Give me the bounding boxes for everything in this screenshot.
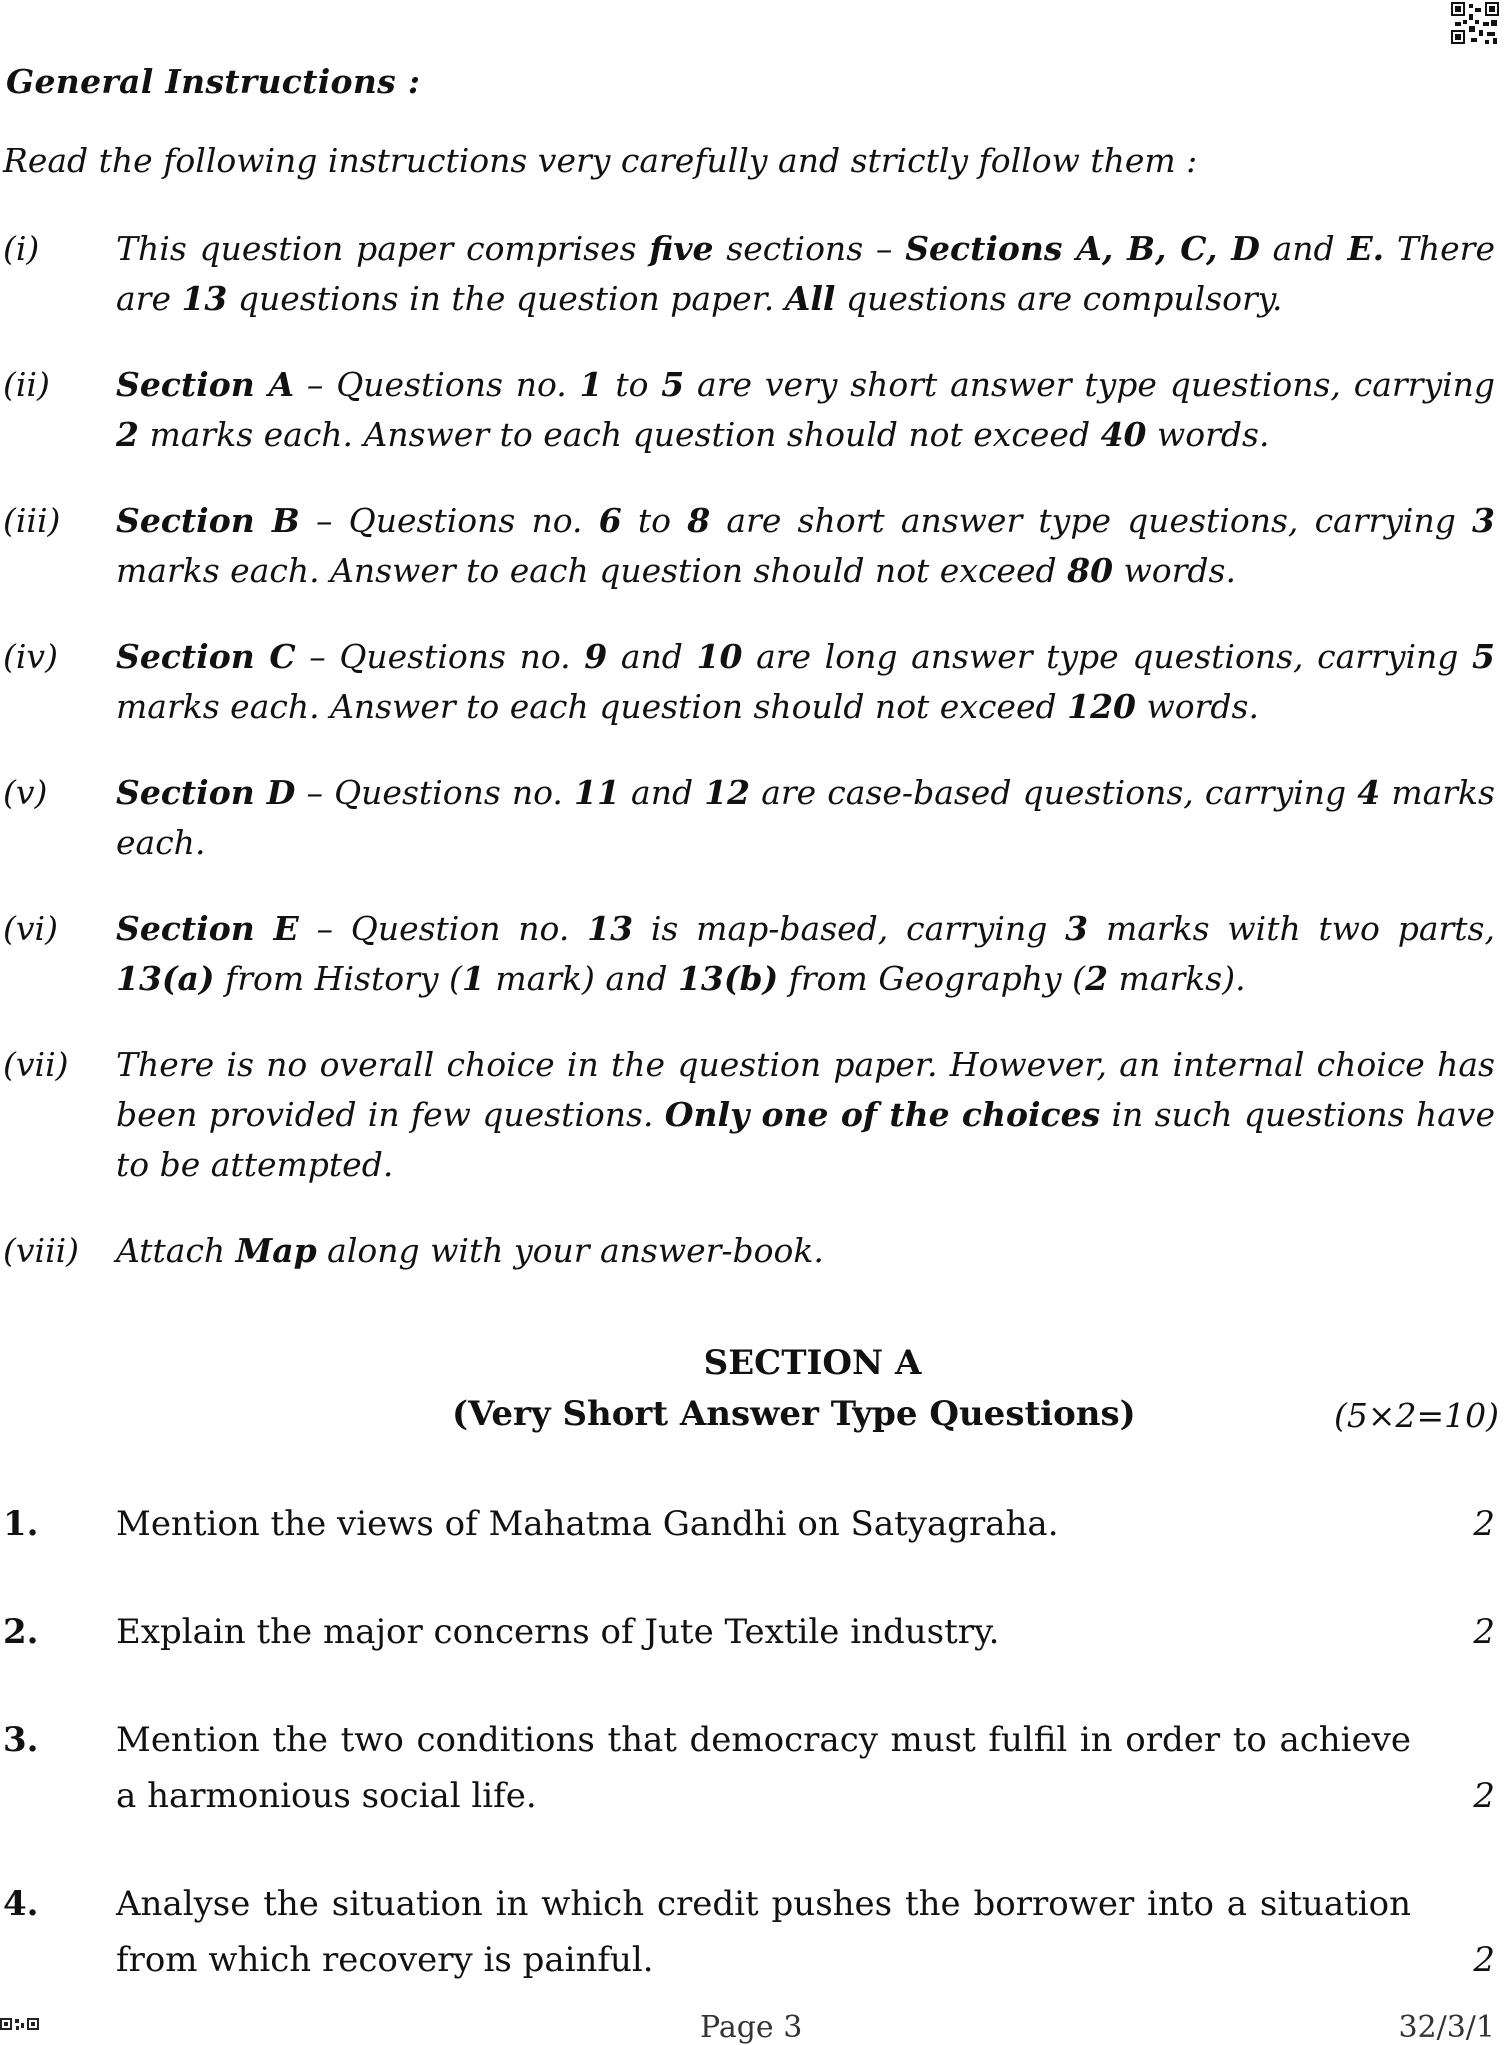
barcode-icon: [0, 2016, 50, 2032]
instruction-text: Attach Map along with your answer-book.: [116, 1231, 824, 1270]
general-instructions-heading: General Instructions :: [6, 62, 421, 101]
instructions-intro: Read the following instructions very carefully and strictly follow them :: [3, 141, 1198, 180]
instruction-number: (v): [3, 773, 48, 812]
instruction-text: Section A – Questions no. 1 to 5 are very short answer type questions, carrying 2 marks each. Answer to each question should not exceed 40 words.: [116, 365, 1496, 454]
section-marks: (5×2=10): [1333, 1396, 1499, 1435]
instruction-text: Section D – Questions no. 11 and 12 are case-based questions, carrying 4 marks each.: [116, 773, 1495, 862]
paper-code: 32/3/1: [1398, 2010, 1495, 2045]
instruction-number: (iii): [3, 501, 61, 540]
page-number: Page 3: [700, 2010, 803, 2045]
qr-code-icon: [1449, 0, 1501, 46]
instruction-text: Section B – Questions no. 6 to 8 are short answer type questions, carrying 3 marks each. Answer to each question should not exceed 80 words.: [116, 501, 1496, 590]
question-number: 4.: [3, 1884, 39, 1924]
section-title: SECTION A: [703, 1343, 922, 1383]
instruction-text: This question paper comprises five sections – Sections A, B, C, D and E. There are 13 questions in the question paper. All questions are compulsory.: [116, 229, 1495, 318]
question-number: 2.: [3, 1612, 39, 1652]
instruction-number: (vii): [3, 1045, 69, 1084]
instruction-number: (ii): [3, 365, 50, 404]
section-subtitle: (Very Short Answer Type Questions): [452, 1394, 1136, 1434]
question-text: Analyse the situation in which credit pushes the borrower into a situation from which recovery is painful.: [116, 1884, 1411, 1980]
question-marks: 2: [1473, 1940, 1495, 1980]
instruction-text: Section E – Question no. 13 is map-based, carrying 3 marks with two parts, 13(a) from History (1 mark) and 13(b) from Geography (2 marks).: [116, 909, 1495, 998]
instruction-text: Section C – Questions no. 9 and 10 are long answer type questions, carrying 5 marks each. Answer to each question should not exceed 120 words.: [116, 637, 1495, 726]
question-marks: 2: [1473, 1612, 1495, 1652]
instruction-number: (vi): [3, 909, 58, 948]
page-footer: [0, 2010, 1505, 2045]
instruction-text: There is no overall choice in the question paper. However, an internal choice has been provided in few questions. Only one of the choices in such questions have to be attempted.: [116, 1045, 1495, 1184]
instruction-number: (iv): [3, 637, 58, 676]
question-number: 3.: [3, 1720, 39, 1760]
instruction-number: (viii): [3, 1231, 80, 1270]
instruction-number: (i): [3, 229, 40, 268]
question-number: 1.: [3, 1504, 39, 1544]
question-text: Explain the major concerns of Jute Textile industry.: [116, 1612, 1000, 1652]
question-marks: 2: [1473, 1504, 1495, 1544]
question-marks: 2: [1473, 1776, 1495, 1816]
question-text: Mention the views of Mahatma Gandhi on Satyagraha.: [116, 1504, 1059, 1544]
question-text: Mention the two conditions that democracy must fulfil in order to achieve a harmonious social life.: [116, 1720, 1411, 1816]
